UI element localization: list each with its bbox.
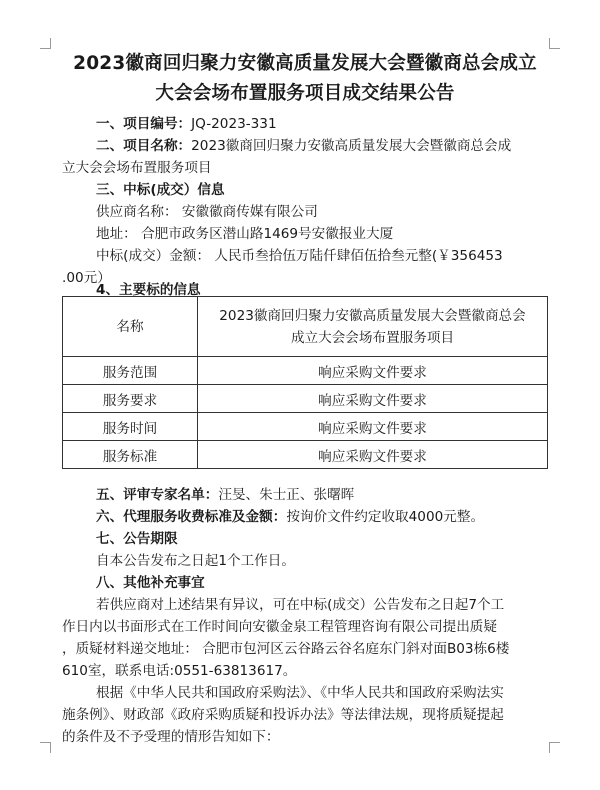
crop-mark-bottom-left	[40, 742, 51, 753]
other-matters-heading: 八、其他补充事宜	[96, 575, 205, 591]
project-name-value: 2023徽商回归聚力安徽高质量发展大会暨徽商总会成	[191, 138, 512, 154]
paragraph-line: 施条例》、财政部《政府采购质疑和投诉办法》等法律法规，现将质疑提起	[62, 707, 504, 723]
winner-heading: 三、中标(成交）信息	[96, 182, 225, 198]
table-key-cell: 名称	[63, 297, 198, 357]
table-key-cell: 服务标准	[63, 441, 198, 469]
paragraph-line: 根据《中华人民共和国政府采购法》、《中华人民共和国政府采购法实	[96, 685, 504, 701]
review-experts	[96, 483, 354, 503]
subject-heading: 4、主要标的信息	[96, 282, 201, 298]
subject-info-table	[62, 296, 548, 469]
table-value-cell: 响应采购文件要求	[198, 441, 548, 469]
project-name	[96, 134, 511, 154]
review-experts-value: 汪旻、朱士正、张曙晖	[218, 487, 355, 503]
project-number-label: 一、项目编号：	[96, 116, 192, 132]
notice-period-text: 自本公告发布之日起1个工作日。	[96, 553, 295, 569]
paragraph-line: 若供应商对上述结果有异议，可在中标(成交）公告发布之日起7个工	[96, 597, 505, 613]
review-experts-label: 五、评审专家名单：	[96, 487, 219, 503]
project-name-label: 二、项目名称：	[96, 138, 192, 154]
table-row	[63, 357, 548, 385]
table-value-cell: 响应采购文件要求	[198, 357, 548, 385]
paragraph-line: 610室，联系电话:0551-63813617。	[62, 663, 297, 679]
notice-period-heading: 七、公告期限	[96, 531, 178, 547]
crop-mark-bottom-right	[549, 742, 560, 753]
table-row	[63, 441, 548, 469]
table-value-cell	[198, 297, 548, 357]
agency-fee	[96, 505, 484, 525]
paragraph-line: 的条件及不予受理的情形告知如下：	[62, 729, 280, 745]
winning-amount-continued: .00元）	[62, 270, 111, 286]
project-number-value: JQ-2023-331	[191, 116, 277, 132]
table-key-cell: 服务时间	[63, 413, 198, 441]
table-value-cell: 响应采购文件要求	[198, 413, 548, 441]
supplier-name: 供应商名称： 安徽徽商传媒有限公司	[96, 204, 318, 220]
subject-name-line-2: 成立大会会场布置服务项目	[290, 329, 455, 346]
agency-fee-label: 六、代理服务收费标准及金额：	[96, 509, 287, 525]
project-number	[96, 112, 277, 132]
paragraph-line: ，质疑材料递交地址： 合肥市包河区云谷路云谷名庭东门斜对面B03栋6楼	[62, 641, 510, 657]
document-title-line-1: 2023徽商回归聚力安徽高质量发展大会暨徽商总会成立	[73, 53, 537, 74]
table-row	[63, 385, 548, 413]
subject-name-line-1: 2023徽商回归聚力安徽高质量发展大会暨徽商总会	[219, 307, 526, 324]
crop-mark-top-right	[549, 38, 560, 49]
table-key-cell: 服务范围	[63, 357, 198, 385]
paragraph-line: 作日内以书面形式在工作时间向安徽金泉工程管理咨询有限公司提出质疑	[62, 619, 497, 635]
crop-mark-top-left	[40, 38, 51, 49]
table-row	[63, 413, 548, 441]
project-name-continued: 立大会会场布置服务项目	[62, 160, 212, 176]
table-value-cell: 响应采购文件要求	[198, 385, 548, 413]
document-title-line-2: 大会会场布置服务项目成交结果公告	[155, 83, 455, 104]
table-key-cell: 服务要求	[63, 385, 198, 413]
table-row	[63, 297, 548, 357]
winning-amount: 中标(成交）金额： 人民币叁拾伍万陆仟肆佰伍拾叁元整(￥356453	[96, 248, 503, 264]
agency-fee-value: 按询价文件约定收取4000元整。	[286, 509, 485, 525]
supplier-address: 地址： 合肥市政务区潜山路1469号安徽报业大厦	[96, 226, 394, 242]
